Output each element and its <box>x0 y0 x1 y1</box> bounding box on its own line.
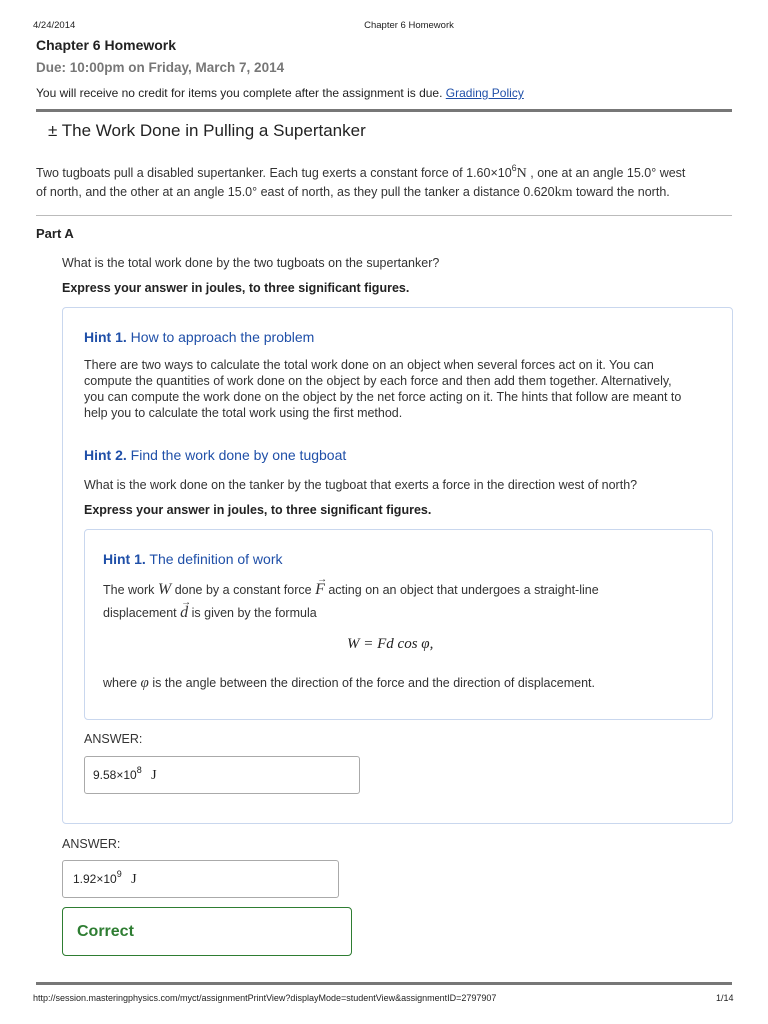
symbol-phi: φ <box>140 675 149 691</box>
collapse-toggle-icon[interactable]: ± <box>48 121 58 140</box>
statement-text-3: of north, and the other at an angle 15.0° east of north, as they pull the tanker a distance 0.620 <box>36 185 555 199</box>
part-a-instruction: Express your answer in joules, to three significant figures. <box>62 281 410 295</box>
sub-hint-text-a3: acting on an object that undergoes a straight-line <box>328 583 599 597</box>
answer-exponent: 9 <box>116 869 122 879</box>
hint-1-title[interactable] <box>84 329 314 345</box>
hint-1-line-4: help you to calculate the total work using the first method. <box>84 406 403 420</box>
force-unit: N <box>516 166 527 181</box>
hint-1-line-2: compute the quantities of work done on the object by each force and then add them together. Alternatively, <box>84 374 672 388</box>
sub-hint-text-a1: The work <box>103 583 155 597</box>
hint-2-answer-exponent: 8 <box>136 765 142 775</box>
footer-divider <box>36 982 732 985</box>
sub-hint-text-b1: displacement <box>103 606 177 620</box>
hint-2-answer-unit: J <box>151 768 157 783</box>
distance-unit: km <box>554 185 573 200</box>
sub-hint-text-c2: is the angle between the direction of the force and the direction of displacement. <box>152 676 595 690</box>
sub-hint-line-2 <box>103 597 317 621</box>
correct-feedback-text: Correct <box>77 923 134 940</box>
statement-text-2: , one at an angle 15.0° west <box>530 166 686 180</box>
part-a-label: Part A <box>36 226 74 241</box>
hint-2-instruction: Express your answer in joules, to three significant figures. <box>84 503 432 517</box>
problem-statement <box>36 164 736 202</box>
symbol-f: F <box>315 581 325 598</box>
hint-1-body <box>84 357 724 421</box>
hint-2-answer-field[interactable] <box>84 756 360 794</box>
sub-hint-text-a2: done by a constant force <box>174 583 312 597</box>
sub-hint-number: Hint 1. <box>103 551 146 567</box>
symbol-w: W <box>157 581 172 598</box>
late-notice <box>36 86 524 100</box>
statement-line-1 <box>36 164 736 183</box>
sub-hint-title-text: The definition of work <box>149 551 283 567</box>
hint-2-title-text: Find the work done by one tugboat <box>130 447 347 463</box>
sub-hint-text-c1: where <box>103 676 138 690</box>
hint-2-answer-value <box>93 765 157 784</box>
statement-line-2 <box>36 183 736 202</box>
hint-2-number: Hint 2. <box>84 447 127 463</box>
sub-hint-line-1 <box>103 574 599 598</box>
footer-url: http://session.masteringphysics.com/myct/assignmentPrintView?displayMode=studentView&assignmentID=2797907 <box>33 993 497 1003</box>
header-divider <box>36 109 732 112</box>
symbol-d-vector: → d <box>180 597 192 621</box>
problem-title: The Work Done in Pulling a Supertanker <box>61 121 366 140</box>
assignment-title: Chapter 6 Homework <box>36 37 177 53</box>
hint-1-number: Hint 1. <box>84 329 127 345</box>
force-exponent: 6 <box>511 162 517 173</box>
sub-hint-title[interactable] <box>103 551 283 567</box>
hint-1-title-text: How to approach the problem <box>130 329 315 345</box>
statement-divider <box>36 215 732 216</box>
sub-hint-line-3 <box>103 675 595 691</box>
answer-value <box>73 869 137 888</box>
due-date: Due: 10:00pm on Friday, March 7, 2014 <box>36 60 285 75</box>
problem-title-row[interactable] <box>48 121 366 141</box>
grading-policy-link[interactable]: Grading Policy <box>445 86 524 100</box>
hint-1-line-3: you can compute the work done on the object by the net force acting on it. The hints that follow are meant to <box>84 390 682 404</box>
hint-2-title[interactable] <box>84 447 346 463</box>
part-a-question: What is the total work done by the two tugboats on the supertanker? <box>62 256 440 270</box>
answer-mantissa: 1.92×10 <box>73 872 117 886</box>
statement-text-4: toward the north. <box>575 185 670 199</box>
sub-hint-text-b2: is given by the formula <box>191 606 317 620</box>
answer-label: ANSWER: <box>62 837 121 851</box>
statement-text-1: Two tugboats pull a disabled supertanker. Each tug exerts a constant force of 1.60×10 <box>36 166 512 180</box>
page-number: 1/14 <box>716 993 734 1003</box>
work-formula: W = Fd cos φ, <box>347 636 434 652</box>
late-notice-text: You will receive no credit for items you complete after the assignment is due. <box>36 86 443 100</box>
hint-2-question: What is the work done on the tanker by the tugboat that exerts a force in the direction west of north? <box>84 478 638 492</box>
correct-feedback-box <box>62 907 352 956</box>
print-title: Chapter 6 Homework <box>364 20 454 31</box>
symbol-d: d <box>180 604 189 621</box>
print-date: 4/24/2014 <box>33 20 76 31</box>
answer-field[interactable] <box>62 860 339 898</box>
answer-unit: J <box>131 872 137 887</box>
hint-2-answer-label: ANSWER: <box>84 732 143 746</box>
hint-1-line-1: There are two ways to calculate the total work done on an object when several forces act on it. You can <box>84 358 654 372</box>
hint-2-answer-mantissa: 9.58×10 <box>93 768 137 782</box>
symbol-f-vector: → F <box>315 574 328 598</box>
